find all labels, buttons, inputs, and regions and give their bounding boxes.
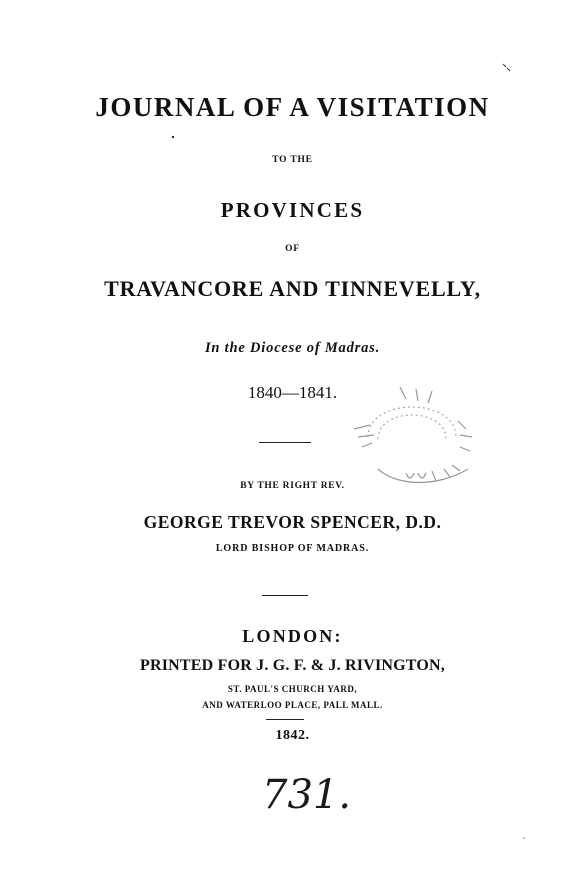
diocese-line: In the Diocese of Madras.: [204, 340, 381, 356]
imprint-address-2: AND WATERLOO PLACE, PALL MALL.: [202, 700, 383, 710]
provinces-heading: PROVINCES: [220, 198, 365, 222]
imprint-city: LONDON:: [242, 626, 343, 646]
title-line-2: TRAVANCORE AND TINNEVELLY,: [104, 276, 481, 301]
byline: BY THE RIGHT REV.: [240, 481, 345, 491]
imprint-address-1: ST. PAUL'S CHURCH YARD,: [227, 684, 358, 694]
years-line: 1840—1841.: [247, 383, 338, 402]
author-name: GEORGE TREVOR SPENCER, D.D.: [143, 512, 442, 532]
to-the-text: TO THE: [272, 155, 313, 165]
handwritten-shelfmark: 731.: [262, 772, 352, 818]
title-line-1: JOURNAL OF A VISITATION: [95, 92, 490, 122]
author-title: LORD BISHOP OF MADRAS.: [215, 543, 370, 554]
of-text: OF: [285, 244, 300, 254]
imprint-date: 1842.: [275, 728, 310, 743]
imprint-printer: PRINTED FOR J. G. F. & J. RIVINGTON,: [139, 657, 445, 674]
